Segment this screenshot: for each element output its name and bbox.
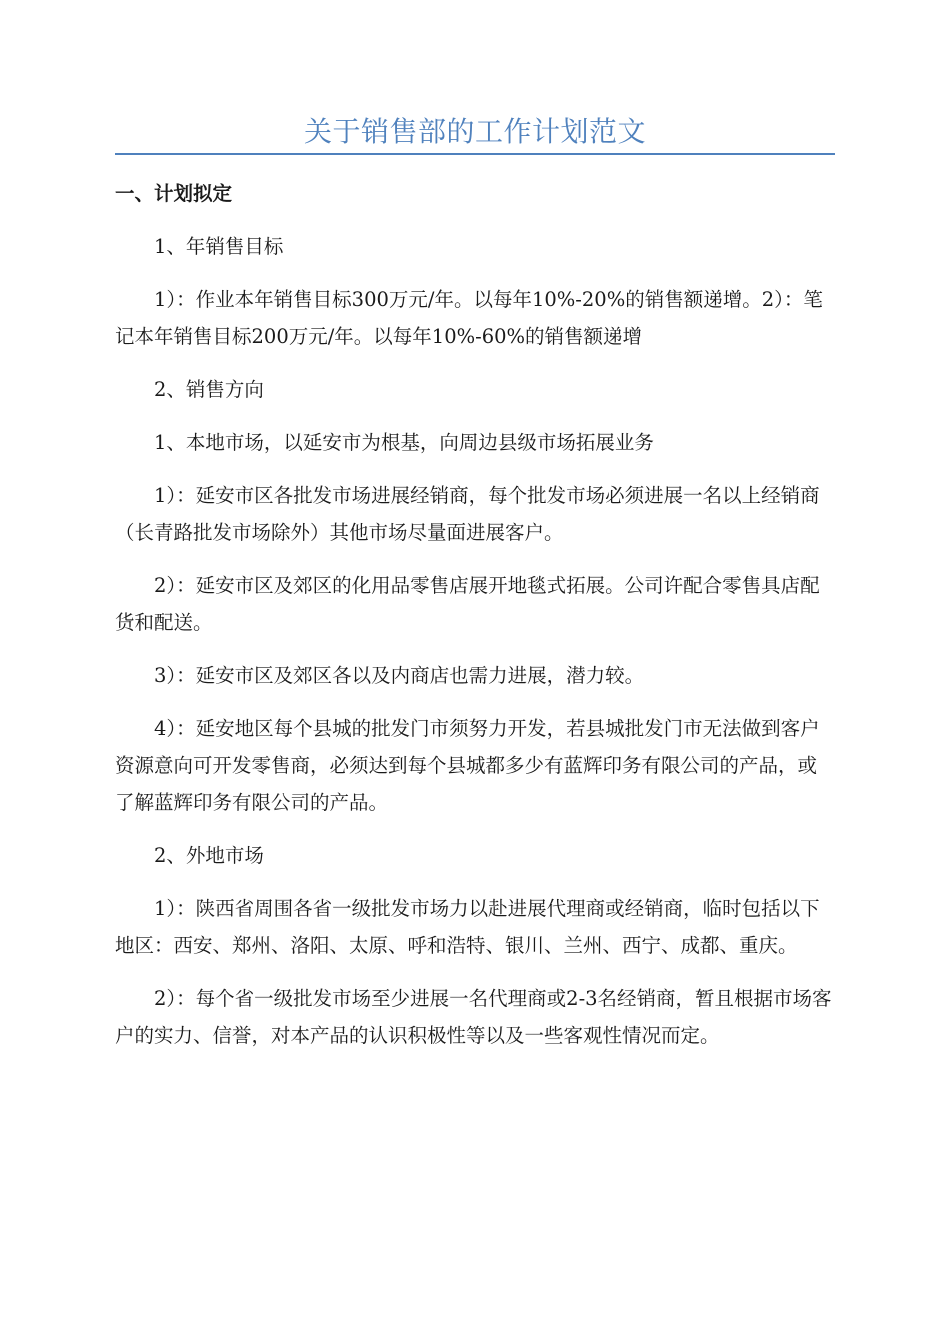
paragraph-local-item-1: 1）：延安市区各批发市场进展经销商，每个批发市场必须进展一名以上经销商（长青路批发市场除外）其他市场尽量面进展客户。 [115, 484, 820, 544]
paragraph-local-market: 1、本地市场，以延安市为根基，向周边县级市场拓展业务 [154, 431, 654, 454]
paragraph-external-item-2: 2）：每个省一级批发市场至少进展一名代理商或2-3名经销商，暂且根据市场客户的实力、信誉，对本产品的认识积极性等以及一些客观性情况而定。 [115, 987, 832, 1047]
paragraph-external-market: 2、外地市场 [154, 844, 264, 867]
paragraph-local-item-3: 3）：延安市区及郊区各以及内商店也需力进展，潜力较。 [154, 664, 645, 687]
document-body [115, 175, 835, 1054]
paragraph-target-details: 1）：作业本年销售目标300万元/年。以每年10%-20%的销售额递增。2）：笔记本年销售目标200万元/年。以每年10%-60%的销售额递增 [115, 288, 823, 348]
section-heading: 一、计划拟定 [115, 182, 233, 205]
paragraph-local-item-4: 4）：延安地区每个县城的批发门市须努力开发，若县城批发门市无法做到客户资源意向可开发零售商，必须达到每个县城都多少有蓝辉印务有限公司的产品，或了解蓝辉印务有限公司的产品。 [115, 717, 820, 814]
paragraph-sales-direction: 2、销售方向 [154, 378, 264, 401]
paragraph-external-item-1: 1）：陕西省周围各省一级批发市场力以赴进展代理商或经销商，临时包括以下地区：西安、郑州、洛阳、太原、呼和浩特、银川、兰州、西宁、成都、重庆。 [115, 897, 820, 957]
paragraph-annual-target: 1、年销售目标 [154, 235, 284, 258]
document-title: 关于销售部的工作计划范文 [303, 115, 646, 148]
paragraph-local-item-2: 2）：延安市区及郊区的化用品零售店展开地毯式拓展。公司许配合零售具店配货和配送。 [115, 574, 820, 634]
title-divider [115, 153, 835, 155]
